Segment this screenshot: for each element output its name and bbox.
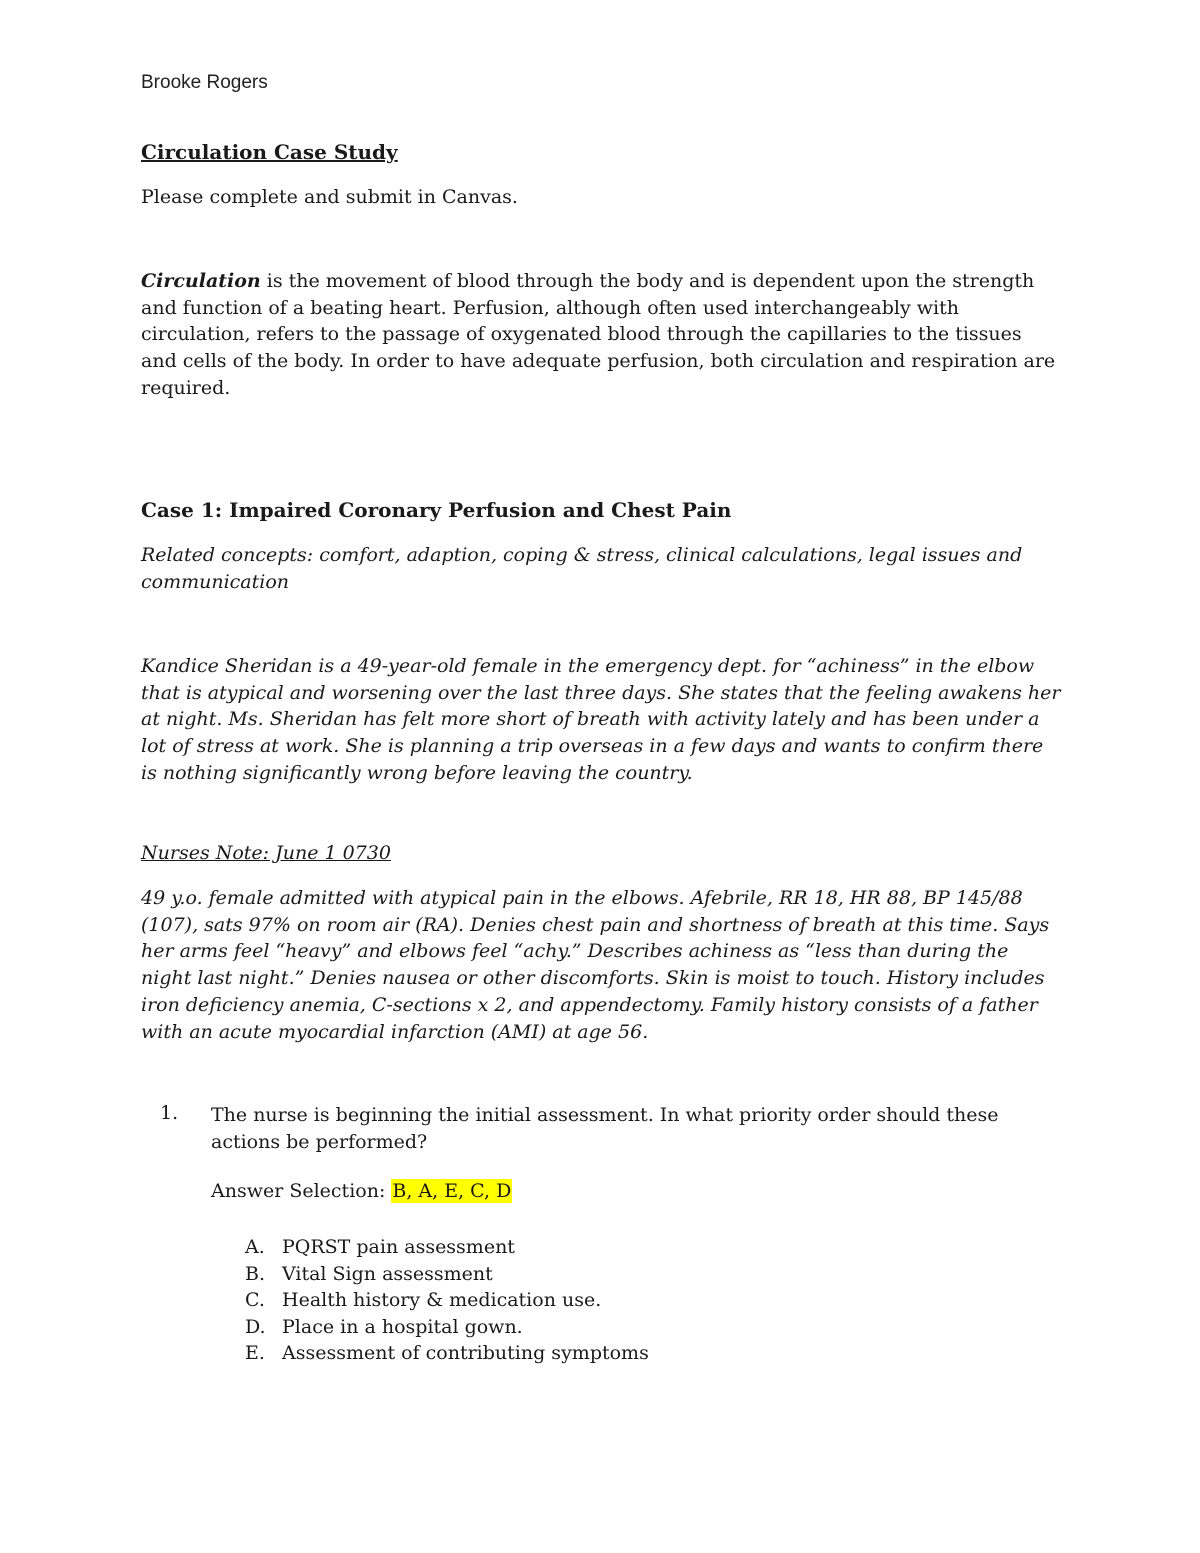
option-text: Health history & medication use.	[282, 1289, 602, 1312]
option-text: PQRST pain assessment	[282, 1236, 515, 1258]
option-text: Vital Sign assessment	[282, 1262, 493, 1285]
option-letter: A.	[245, 1236, 265, 1258]
answer-label: Answer Selection:	[211, 1180, 392, 1202]
case-scenario: Kandice Sheridan is a 49-year-old female in the emergency dept. for “achiness” in the elbow that is atypical and worsening over the last three days. She states that the feeling awakens her at night. Ms. Sheridan has felt more short of breath with activity lately and has been under a lot of stress at work. She is planning a trip overseas in a few days and wants to confirm there is nothing significantly wrong before leaving the country.	[141, 655, 1061, 784]
option-text: Assessment of contributing symptoms	[282, 1342, 649, 1365]
intro-paragraph	[141, 268, 1061, 402]
author-name: Brooke Rogers	[141, 72, 268, 93]
option-letter: B.	[245, 1262, 266, 1285]
nurses-note-text: 49 y.o. female admitted with atypical pain in the elbows. Afebrile, RR 18, HR 88, BP 145/88 (107), sats 97% on room air (RA). Denies chest pain and shortness of breath at this time. Says her arms feel “heavy” and elbows feel “achy.” Describes achiness as “less than during the night last night.” Denies nausea or other discomforts. Skin is moist to touch. History includes iron deficiency anemia, C-sections x 2, and appendectomy. Family history consists of a father with an acute myocardial infarction (AMI) at age 56.	[141, 887, 1050, 1043]
option-item	[245, 1314, 649, 1341]
answer-value: B, A, E, C, D	[392, 1180, 512, 1202]
option-letter: E.	[245, 1342, 265, 1365]
intro-text: is the movement of blood through the body and is dependent upon the strength and function of a beating heart. Perfusion, although often used interchangeably with circulation, refers to the passage of oxygenated blood through the capillaries to the tissues and cells of the body. In order to have adequate perfusion, both circulation and respiration are required.	[141, 270, 1056, 399]
instruction-text: Please complete and submit in Canvas.	[141, 186, 518, 208]
related-concepts: Related concepts: comfort, adaption, coping & stress, clinical calculations, legal issues and communication	[141, 544, 1023, 593]
document-title: Circulation Case Study	[141, 140, 398, 164]
option-text: Place in a hospital gown.	[282, 1315, 523, 1338]
answer-options-list	[245, 1234, 649, 1367]
option-item	[245, 1261, 649, 1288]
option-letter: D.	[245, 1315, 266, 1338]
case-title: Case 1: Impaired Coronary Perfusion and Chest Pain	[141, 498, 732, 522]
question-number: 1.	[160, 1102, 179, 1124]
intro-term: Circulation	[141, 270, 261, 292]
option-item	[245, 1234, 649, 1261]
option-item	[245, 1287, 649, 1314]
answer-selection	[211, 1180, 512, 1202]
option-letter: C.	[245, 1289, 265, 1312]
question-text: The nurse is beginning the initial assessment. In what priority order should these actions be performed?	[211, 1104, 999, 1153]
option-item	[245, 1340, 649, 1367]
nurses-note-heading: Nurses Note: June 1 0730	[141, 842, 391, 864]
